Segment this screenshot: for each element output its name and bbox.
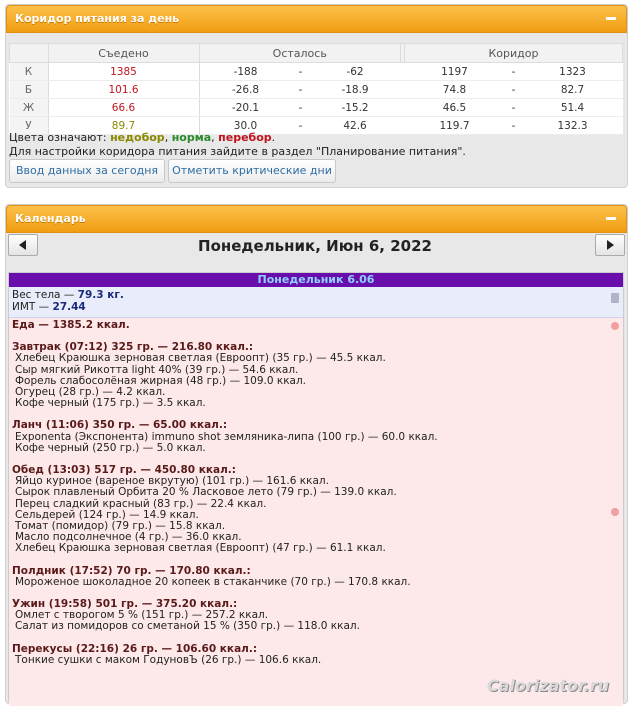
food-item: Хлебец Краюшка зерновая светлая (Евроопт) (35 гр.) — 45.5 ккал. xyxy=(15,352,386,365)
food-item: Сельдерей (124 гр.) — 14.9 ккал. xyxy=(15,508,199,521)
meals-list xyxy=(12,331,620,666)
enter-today-button[interactable]: Ввод данных за сегодня xyxy=(9,159,165,183)
bmi-line xyxy=(12,301,620,313)
weight-line xyxy=(12,289,620,301)
corridor-panel xyxy=(5,4,628,188)
food-item: Яйцо куриное (вареное вкрутую) (101 гр.) — 161.6 ккал. xyxy=(15,475,329,488)
food-item: Сырок плавленый Орбита 20 % Ласковое лето (79 гр.) — 139.0 ккал. xyxy=(15,486,397,499)
prev-day-button[interactable] xyxy=(8,234,38,256)
food-item: Хлебец Краюшка зерновая светлая (Евроопт) (47 гр.) — 61.1 ккал. xyxy=(15,542,386,555)
bmi-label: ИМТ — xyxy=(12,301,53,313)
eaten-value: 66.6 xyxy=(48,99,199,117)
header-empty xyxy=(10,44,49,63)
remaining-dash: - xyxy=(292,81,310,99)
corridor-hint: Для настройки коридора питания зайдите в раздел "Планирование питания". xyxy=(9,145,466,158)
meal-title: Полдник (17:52) 70 гр. — 170.80 ккал.: xyxy=(12,564,251,577)
corridor-dash: - xyxy=(504,81,522,99)
remaining-min: 30.0 xyxy=(199,117,292,135)
food-item: Омлет с творогом 5 % (151 гр.) — 257.2 ккал. xyxy=(15,609,269,622)
apple-icon[interactable] xyxy=(611,508,619,516)
legend-sep: , xyxy=(211,131,219,144)
corridor-dash: - xyxy=(504,63,522,81)
food-item: Кофе черный (250 гр.) — 5.0 ккал. xyxy=(15,441,206,454)
legend-under: недобор xyxy=(110,131,165,144)
corridor-min: 119.7 xyxy=(405,117,505,135)
meal-title: Ланч (11:06) 350 гр. — 65.00 ккал.: xyxy=(12,419,228,432)
arrow-left-icon xyxy=(19,240,26,250)
minimize-icon[interactable] xyxy=(606,217,616,220)
corridor-row xyxy=(10,99,623,117)
eaten-value: 101.6 xyxy=(48,81,199,99)
remaining-max: 42.6 xyxy=(310,117,401,135)
food-item: Огурец (28 гр.) — 4.2 ккал. xyxy=(15,386,166,399)
header-eaten: Съедено xyxy=(48,44,199,63)
row-label: К xyxy=(10,63,49,81)
food-item: Форель слабосолёная жирная (48 гр.) — 109.0 ккал. xyxy=(15,374,307,387)
color-legend xyxy=(9,131,275,144)
corridor-max: 132.3 xyxy=(523,117,623,135)
corridor-row xyxy=(10,81,623,99)
weight-label: Вес тела — xyxy=(12,289,78,301)
remaining-min: -188 xyxy=(199,63,292,81)
remaining-dash: - xyxy=(292,63,310,81)
weight-value: 79.3 кг. xyxy=(77,289,124,301)
minimize-icon[interactable] xyxy=(606,17,616,20)
corridor-dash: - xyxy=(504,117,522,135)
remaining-min: -26.8 xyxy=(199,81,292,99)
scale-icon[interactable] xyxy=(611,293,619,303)
remaining-max: -15.2 xyxy=(310,99,401,117)
legend-prefix: Цвета означают: xyxy=(9,131,111,144)
legend-end: . xyxy=(271,131,276,144)
corridor-panel-header xyxy=(6,5,627,33)
arrow-right-icon xyxy=(607,240,614,250)
calendar-panel-header xyxy=(6,205,627,233)
food-item: Перец сладкий красный (83 гр.) — 22.4 ккал. xyxy=(15,497,267,510)
calendar-panel-title: Календарь xyxy=(15,212,86,225)
meal-title: Обед (13:03) 517 гр. — 450.80 ккал.: xyxy=(12,464,236,477)
corridor-min: 74.8 xyxy=(405,81,505,99)
food-block xyxy=(9,318,623,706)
eaten-value: 89.7 xyxy=(48,117,199,135)
food-item: Тонкие сушки с маком ГодуновЪ (26 гр.) — 106.6 ккал. xyxy=(15,653,322,666)
next-day-button[interactable] xyxy=(595,234,625,256)
corridor-panel-title: Коридор питания за день xyxy=(15,12,180,25)
bmi-value: 27.44 xyxy=(52,301,86,313)
row-label: Ж xyxy=(10,99,49,117)
food-total: Еда — 1385.2 ккал. xyxy=(12,319,130,331)
food-item: Салат из помидоров со сметаной 15 % (350 гр.) — 118.0 ккал. xyxy=(15,620,360,633)
apple-icon[interactable] xyxy=(611,322,619,330)
header-remaining: Осталось xyxy=(199,44,401,63)
remaining-max: -62 xyxy=(310,63,401,81)
corridor-min: 46.5 xyxy=(405,99,505,117)
eaten-value: 1385 xyxy=(48,63,199,81)
weight-block xyxy=(9,287,623,318)
food-item: Масло подсолнечное (4 гр.) — 36.0 ккал. xyxy=(15,531,242,544)
spacer xyxy=(12,555,620,566)
remaining-max: -18.9 xyxy=(310,81,401,99)
legend-norm: норма xyxy=(171,131,212,144)
legend-over: перебор xyxy=(218,131,272,144)
corridor-dash: - xyxy=(504,99,522,117)
date-title: Понедельник, Июн 6, 2022 xyxy=(198,237,432,255)
corridor-max: 51.4 xyxy=(523,99,623,117)
remaining-dash: - xyxy=(292,99,310,117)
food-item: Томат (помидор) (79 гр.) — 15.8 ккал. xyxy=(15,520,226,533)
corridor-max: 82.7 xyxy=(523,81,623,99)
remaining-dash: - xyxy=(292,117,310,135)
food-item: Кофе черный (175 гр.) — 3.5 ккал. xyxy=(15,397,206,410)
meal-title: Завтрак (07:12) 325 гр. — 216.80 ккал.: xyxy=(12,341,254,354)
food-item: Exponenta (Экспонента) immuno shot земляника-липа (100 гр.) — 60.0 ккал. xyxy=(15,430,438,443)
remaining-min: -20.1 xyxy=(199,99,292,117)
row-label: Б xyxy=(10,81,49,99)
meal-title: Перекусы (22:16) 26 гр. — 106.60 ккал.: xyxy=(12,642,258,655)
day-entry xyxy=(8,272,624,702)
legend-sep: , xyxy=(164,131,172,144)
corridor-table xyxy=(9,43,623,135)
mark-critical-days-button[interactable]: Отметить критические дни xyxy=(168,159,336,183)
corridor-min: 1197 xyxy=(405,63,505,81)
day-header[interactable]: Понедельник 6.06 xyxy=(9,273,623,287)
corridor-max: 1323 xyxy=(523,63,623,81)
meal-title: Ужин (19:58) 501 гр. — 375.20 ккал.: xyxy=(12,598,238,611)
food-item: Сыр мягкий Рикотта light 40% (39 гр.) — 54.6 ккал. xyxy=(15,363,299,376)
corridor-row xyxy=(10,63,623,81)
header-corridor: Коридор xyxy=(405,44,623,63)
row-label: У xyxy=(10,117,49,135)
watermark: Calorizator.ru xyxy=(486,676,609,695)
food-item: Мороженое шоколадное 20 копеек в стаканчике (70 гр.) — 170.8 ккал. xyxy=(15,575,411,588)
